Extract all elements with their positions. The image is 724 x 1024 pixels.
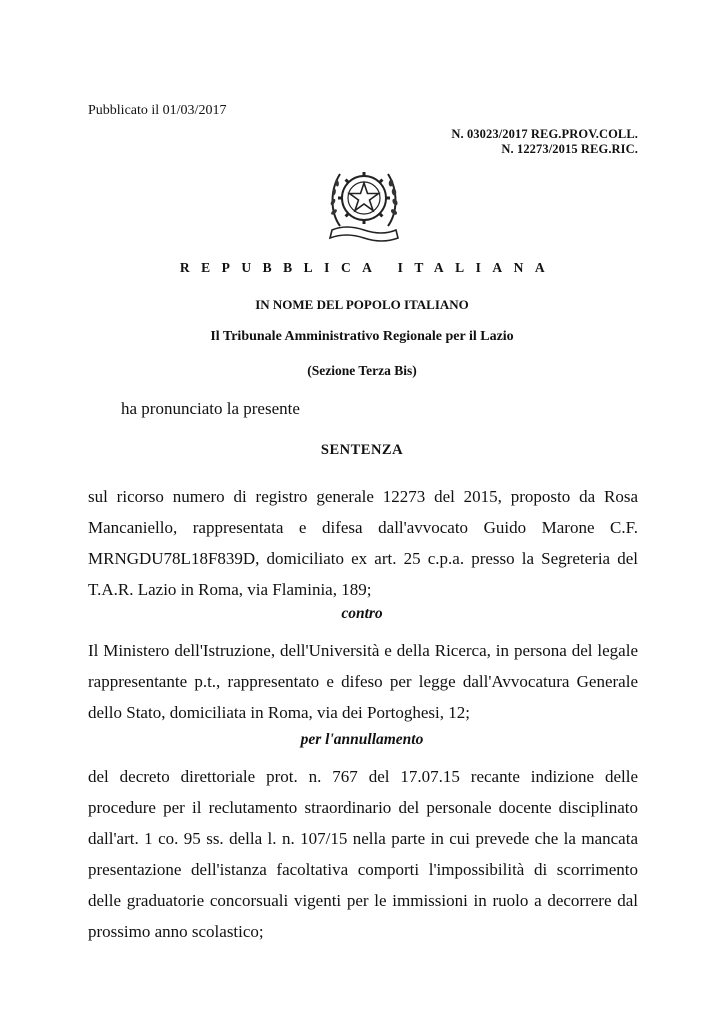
appeal-paragraph: sul ricorso numero di registro generale 12273 del 2015, proposto da Rosa Mancaniello, rappresentata e difesa dall'avvocato Guido Marone C.F. MRNGDU78L18F839D, domiciliato ex art. 25 c.p.a. presso la Segreteria del T.A.R. Lazio in Roma, via Flaminia, 189; xyxy=(88,487,638,599)
annulment-label: per l'annullamento xyxy=(300,731,424,748)
publication-date: Pubblicato il 01/03/2017 xyxy=(88,103,227,118)
respondent-paragraph: Il Ministero dell'Istruzione, dell'Università e della Ricerca, in persona del legale rappresentante p.t., rappresentato e difeso per legge dall'Avvocatura Generale dello Stato, domiciliata in Roma, via dei Portoghesi, 12; xyxy=(88,641,638,722)
reg-prov-number: N. 03023/2017 REG.PROV.COLL. xyxy=(451,127,638,141)
against-label: contro xyxy=(341,605,383,622)
italian-republic-emblem-icon xyxy=(326,160,402,244)
annulment-paragraph: del decreto direttoriale prot. n. 767 del 17.07.15 recante indizione delle procedure per il reclutamento straordinario del personale docente disciplinato dall'art. 1 co. 95 ss. della l. n. 107/15 nella parte in cui prevede che la mancata presentazione dell'istanza facoltativa comporti l'impossibilità di scorrimento delle graduatorie concorsuali vigenti per le immissioni in ruolo a decorrere dal prossimo anno scolastico; xyxy=(88,767,638,941)
people-heading: IN NOME DEL POPOLO ITALIANO xyxy=(255,297,469,312)
reg-ric-number: N. 12273/2015 REG.RIC. xyxy=(501,142,638,156)
sentence-heading: SENTENZA xyxy=(320,442,404,458)
section-heading: (Sezione Terza Bis) xyxy=(307,363,417,378)
pronounced-text: ha pronunciato la presente xyxy=(121,399,300,418)
court-heading: Il Tribunale Amministrativo Regionale per il Lazio xyxy=(210,329,514,344)
republic-heading: REPUBBLICA ITALIANA xyxy=(179,260,557,275)
